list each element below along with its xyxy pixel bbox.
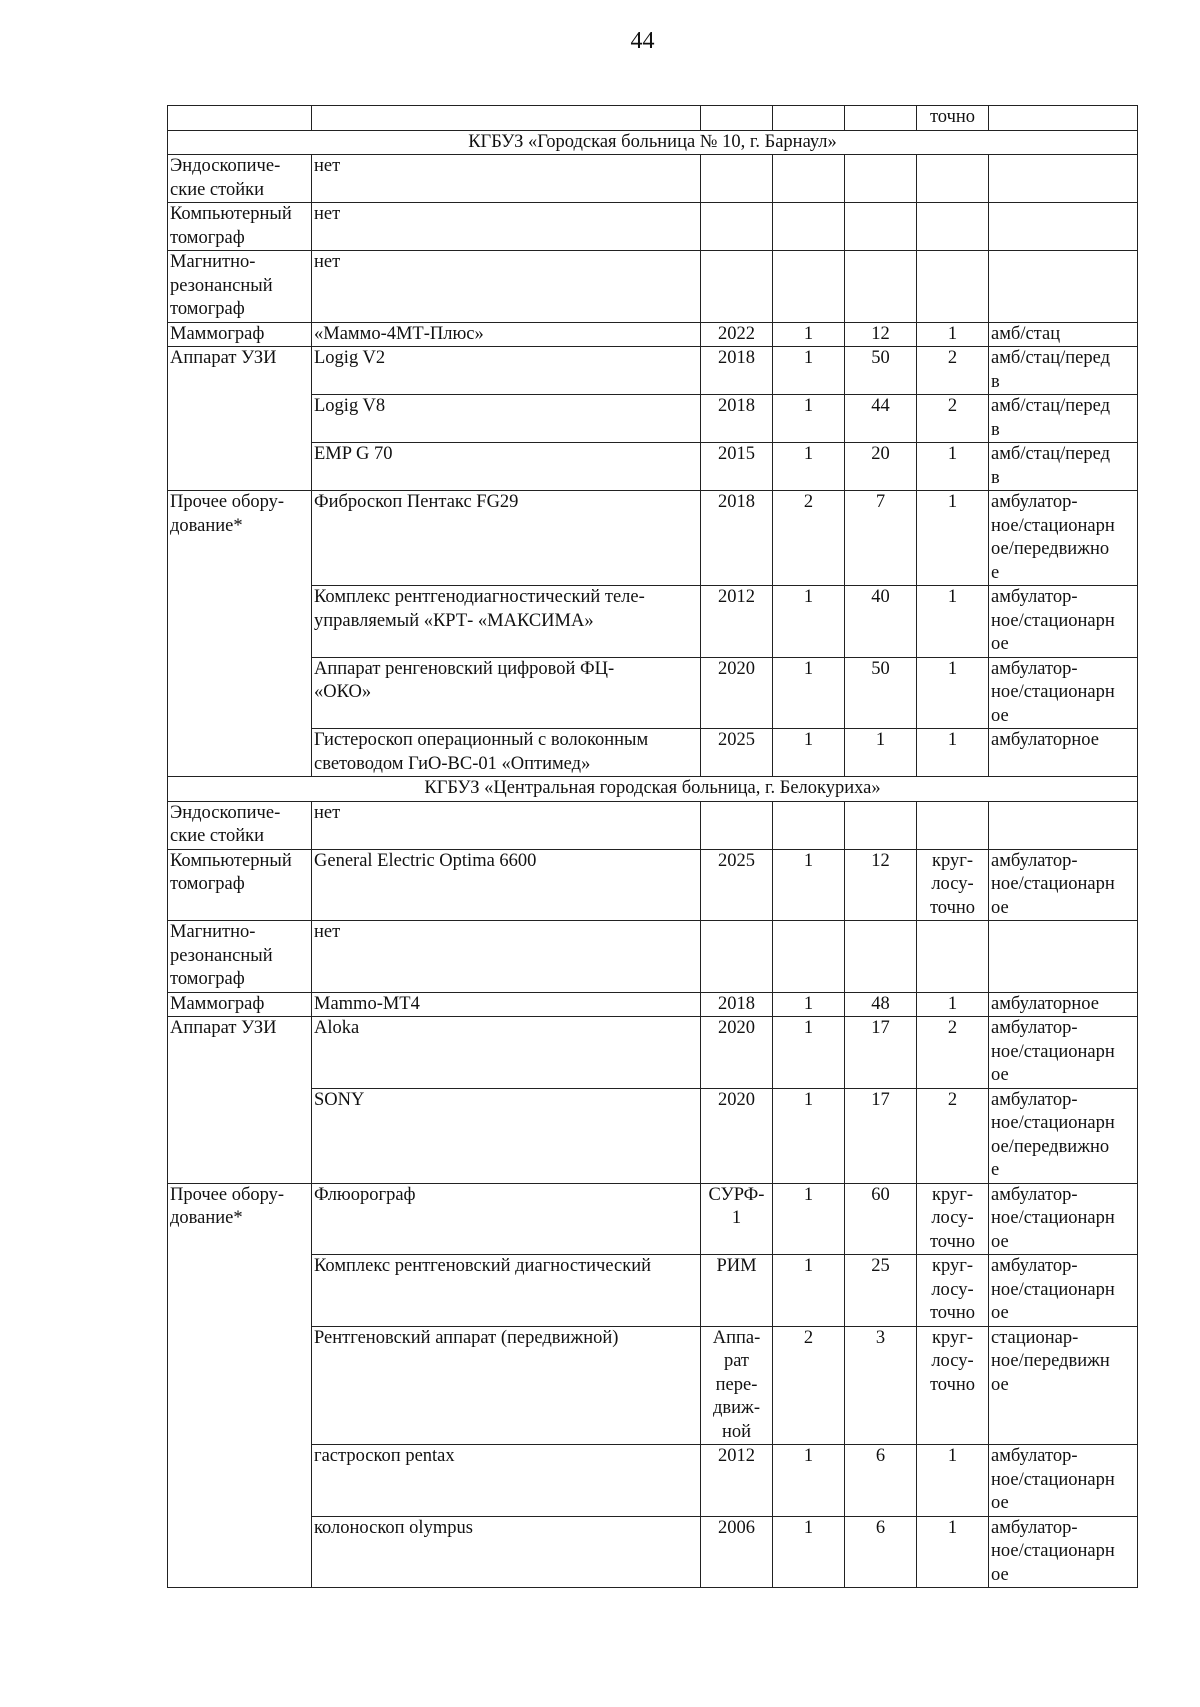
quantity-cell: 1 <box>773 322 845 347</box>
shifts-cell <box>917 921 989 993</box>
shifts-cell: 2 <box>917 1088 989 1183</box>
mode-cell <box>989 203 1138 251</box>
mode-cell: амбулатор- ное/стационарн ое <box>989 849 1138 921</box>
equipment-row <box>168 1255 1138 1327</box>
table-cell <box>989 106 1138 131</box>
category-cell: Компьютерный томограф <box>168 849 312 921</box>
model-cell: нет <box>312 801 701 849</box>
shifts-cell <box>917 251 989 323</box>
model-cell: Logig V2 <box>312 347 701 395</box>
table-cell <box>773 106 845 131</box>
equipment-row <box>168 491 1138 586</box>
model-cell: колоноскоп olympus <box>312 1516 701 1588</box>
wear-cell: 6 <box>845 1445 917 1517</box>
year-cell: Аппа- рат пере- движ- ной <box>701 1326 773 1445</box>
quantity-cell <box>773 921 845 993</box>
table-cell <box>701 106 773 131</box>
wear-cell <box>845 155 917 203</box>
model-cell: Mammo-MT4 <box>312 992 701 1017</box>
category-cell: Прочее обору- дование* <box>168 1183 312 1588</box>
wear-cell <box>845 251 917 323</box>
shifts-cell: круг- лосу- точно <box>917 849 989 921</box>
shifts-cell: 1 <box>917 443 989 491</box>
model-cell: нет <box>312 921 701 993</box>
quantity-cell: 1 <box>773 1088 845 1183</box>
wear-cell: 6 <box>845 1516 917 1588</box>
equipment-row <box>168 395 1138 443</box>
equipment-row <box>168 1445 1138 1517</box>
table-cell <box>168 106 312 131</box>
wear-cell: 3 <box>845 1326 917 1445</box>
model-cell: Фиброскоп Пентакс FG29 <box>312 491 701 586</box>
model-cell: гастроскоп pentax <box>312 1445 701 1517</box>
category-cell: Магнитно- резонансный томограф <box>168 251 312 323</box>
mode-cell: стационар- ное/передвижн ое <box>989 1326 1138 1445</box>
year-cell: 2018 <box>701 347 773 395</box>
wear-cell: 17 <box>845 1017 917 1089</box>
equipment-row <box>168 729 1138 777</box>
shifts-cell: круг- лосу- точно <box>917 1255 989 1327</box>
model-cell: Комплекс рентгеновский диагностический <box>312 1255 701 1327</box>
quantity-cell <box>773 203 845 251</box>
shifts-cell: 2 <box>917 395 989 443</box>
wear-cell: 25 <box>845 1255 917 1327</box>
mode-cell <box>989 251 1138 323</box>
section-title: КГБУЗ «Городская больница № 10, г. Барнаул» <box>168 130 1138 155</box>
wear-cell: 50 <box>845 347 917 395</box>
quantity-cell: 1 <box>773 395 845 443</box>
mode-cell: амбулатор- ное/стационарн ое <box>989 1516 1138 1588</box>
wear-cell <box>845 921 917 993</box>
category-cell: Аппарат УЗИ <box>168 347 312 491</box>
year-cell: 2006 <box>701 1516 773 1588</box>
year-cell: 2012 <box>701 586 773 658</box>
year-cell <box>701 155 773 203</box>
year-cell: 2018 <box>701 395 773 443</box>
wear-cell <box>845 203 917 251</box>
quantity-cell: 1 <box>773 1445 845 1517</box>
year-cell: 2020 <box>701 657 773 729</box>
table-cell <box>845 106 917 131</box>
equipment-row <box>168 849 1138 921</box>
category-cell: Маммограф <box>168 322 312 347</box>
model-cell: нет <box>312 155 701 203</box>
quantity-cell: 1 <box>773 729 845 777</box>
shifts-cell: 1 <box>917 322 989 347</box>
wear-cell <box>845 801 917 849</box>
year-cell: 2018 <box>701 992 773 1017</box>
equipment-row <box>168 1326 1138 1445</box>
equipment-table <box>167 105 1138 1588</box>
shifts-cell: круг- лосу- точно <box>917 1183 989 1255</box>
table-cell <box>312 106 701 131</box>
year-cell: 2025 <box>701 849 773 921</box>
equipment-row <box>168 1516 1138 1588</box>
wear-cell: 12 <box>845 322 917 347</box>
shifts-cell: 1 <box>917 1516 989 1588</box>
quantity-cell: 1 <box>773 1255 845 1327</box>
quantity-cell <box>773 155 845 203</box>
quantity-cell: 1 <box>773 1516 845 1588</box>
shifts-cell: круг- лосу- точно <box>917 1326 989 1445</box>
quantity-cell <box>773 801 845 849</box>
shifts-cell: 1 <box>917 1445 989 1517</box>
wear-cell: 60 <box>845 1183 917 1255</box>
mode-cell: амб/стац/перед в <box>989 443 1138 491</box>
year-cell: 2020 <box>701 1088 773 1183</box>
model-cell: нет <box>312 251 701 323</box>
equipment-row <box>168 1017 1138 1089</box>
shifts-cell <box>917 801 989 849</box>
equipment-row <box>168 155 1138 203</box>
wear-cell: 17 <box>845 1088 917 1183</box>
mode-cell: амбулатор- ное/стационарн ое <box>989 1017 1138 1089</box>
section-header-row <box>168 777 1138 802</box>
model-cell: Комплекс рентгенодиагностический теле- управляемый «КРТ- «МАКСИМА» <box>312 586 701 658</box>
year-cell <box>701 801 773 849</box>
model-cell: Logig V8 <box>312 395 701 443</box>
section-title: КГБУЗ «Центральная городская больница, г. Белокуриха» <box>168 777 1138 802</box>
wear-cell: 44 <box>845 395 917 443</box>
category-cell: Эндоскопиче- ские стойки <box>168 155 312 203</box>
equipment-row <box>168 657 1138 729</box>
year-cell: 2020 <box>701 1017 773 1089</box>
category-cell: Прочее обору- дование* <box>168 491 312 777</box>
page-number: 44 <box>630 28 655 54</box>
year-cell: 2015 <box>701 443 773 491</box>
shifts-cell <box>917 203 989 251</box>
equipment-row <box>168 1183 1138 1255</box>
year-cell: РИМ <box>701 1255 773 1327</box>
wear-cell: 50 <box>845 657 917 729</box>
year-cell <box>701 921 773 993</box>
shifts-cell: 1 <box>917 491 989 586</box>
quantity-cell: 1 <box>773 1183 845 1255</box>
year-cell <box>701 203 773 251</box>
model-cell: SONY <box>312 1088 701 1183</box>
mode-cell: амбулатор- ное/стационарн ое <box>989 1255 1138 1327</box>
model-cell: Аппарат ренгеновский цифровой ФЦ- «ОКО» <box>312 657 701 729</box>
mode-cell: амбулатор- ное/стационарн ое <box>989 1445 1138 1517</box>
wear-cell: 12 <box>845 849 917 921</box>
quantity-cell: 1 <box>773 586 845 658</box>
equipment-row <box>168 586 1138 658</box>
mode-cell <box>989 155 1138 203</box>
quantity-cell <box>773 251 845 323</box>
shifts-cell: 2 <box>917 1017 989 1089</box>
continuation-row <box>168 106 1138 131</box>
mode-cell: амбулатор- ное/стационарн ое <box>989 586 1138 658</box>
model-cell: Флюорограф <box>312 1183 701 1255</box>
model-cell: Aloka <box>312 1017 701 1089</box>
category-cell: Аппарат УЗИ <box>168 1017 312 1184</box>
wear-cell: 20 <box>845 443 917 491</box>
quantity-cell: 1 <box>773 443 845 491</box>
equipment-row <box>168 992 1138 1017</box>
equipment-row <box>168 443 1138 491</box>
model-cell: нет <box>312 203 701 251</box>
category-cell: Маммограф <box>168 992 312 1017</box>
mode-cell: амбулаторное <box>989 992 1138 1017</box>
model-cell: EMP G 70 <box>312 443 701 491</box>
year-cell <box>701 251 773 323</box>
wear-cell: 1 <box>845 729 917 777</box>
equipment-row <box>168 322 1138 347</box>
mode-cell: амб/стац <box>989 322 1138 347</box>
wear-cell: 48 <box>845 992 917 1017</box>
shifts-cell: 1 <box>917 729 989 777</box>
quantity-cell: 1 <box>773 992 845 1017</box>
year-cell: СУРФ- 1 <box>701 1183 773 1255</box>
equipment-row <box>168 347 1138 395</box>
model-cell: Рентгеновский аппарат (передвижной) <box>312 1326 701 1445</box>
quantity-cell: 1 <box>773 347 845 395</box>
mode-cell: амб/стац/перед в <box>989 395 1138 443</box>
model-cell: Гистероскоп операционный с волоконным световодом ГиО-ВС-01 «Оптимед» <box>312 729 701 777</box>
equipment-row <box>168 1088 1138 1183</box>
year-cell: 2018 <box>701 491 773 586</box>
shifts-cell: 1 <box>917 586 989 658</box>
mode-cell: амбулатор- ное/стационарн ое/передвижно е <box>989 491 1138 586</box>
category-cell: Магнитно- резонансный томограф <box>168 921 312 993</box>
category-cell: Эндоскопиче- ские стойки <box>168 801 312 849</box>
quantity-cell: 2 <box>773 1326 845 1445</box>
model-cell: General Electric Optima 6600 <box>312 849 701 921</box>
quantity-cell: 1 <box>773 849 845 921</box>
wear-cell: 7 <box>845 491 917 586</box>
shift-cell: точно <box>917 106 989 131</box>
year-cell: 2025 <box>701 729 773 777</box>
year-cell: 2012 <box>701 1445 773 1517</box>
quantity-cell: 1 <box>773 1017 845 1089</box>
mode-cell: амбулатор- ное/стационарн ое <box>989 657 1138 729</box>
mode-cell <box>989 921 1138 993</box>
equipment-row <box>168 921 1138 993</box>
year-cell: 2022 <box>701 322 773 347</box>
quantity-cell: 1 <box>773 657 845 729</box>
shifts-cell: 1 <box>917 992 989 1017</box>
mode-cell <box>989 801 1138 849</box>
equipment-row <box>168 801 1138 849</box>
shifts-cell <box>917 155 989 203</box>
equipment-row <box>168 251 1138 323</box>
quantity-cell: 2 <box>773 491 845 586</box>
shifts-cell: 2 <box>917 347 989 395</box>
equipment-table-body <box>168 106 1138 1588</box>
wear-cell: 40 <box>845 586 917 658</box>
shifts-cell: 1 <box>917 657 989 729</box>
mode-cell: амбулаторное <box>989 729 1138 777</box>
mode-cell: амбулатор- ное/стационарн ое <box>989 1183 1138 1255</box>
model-cell: «Маммо-4МТ-Плюс» <box>312 322 701 347</box>
category-cell: Компьютерный томограф <box>168 203 312 251</box>
mode-cell: амб/стац/перед в <box>989 347 1138 395</box>
mode-cell: амбулатор- ное/стационарн ое/передвижно е <box>989 1088 1138 1183</box>
section-header-row <box>168 130 1138 155</box>
equipment-row <box>168 203 1138 251</box>
